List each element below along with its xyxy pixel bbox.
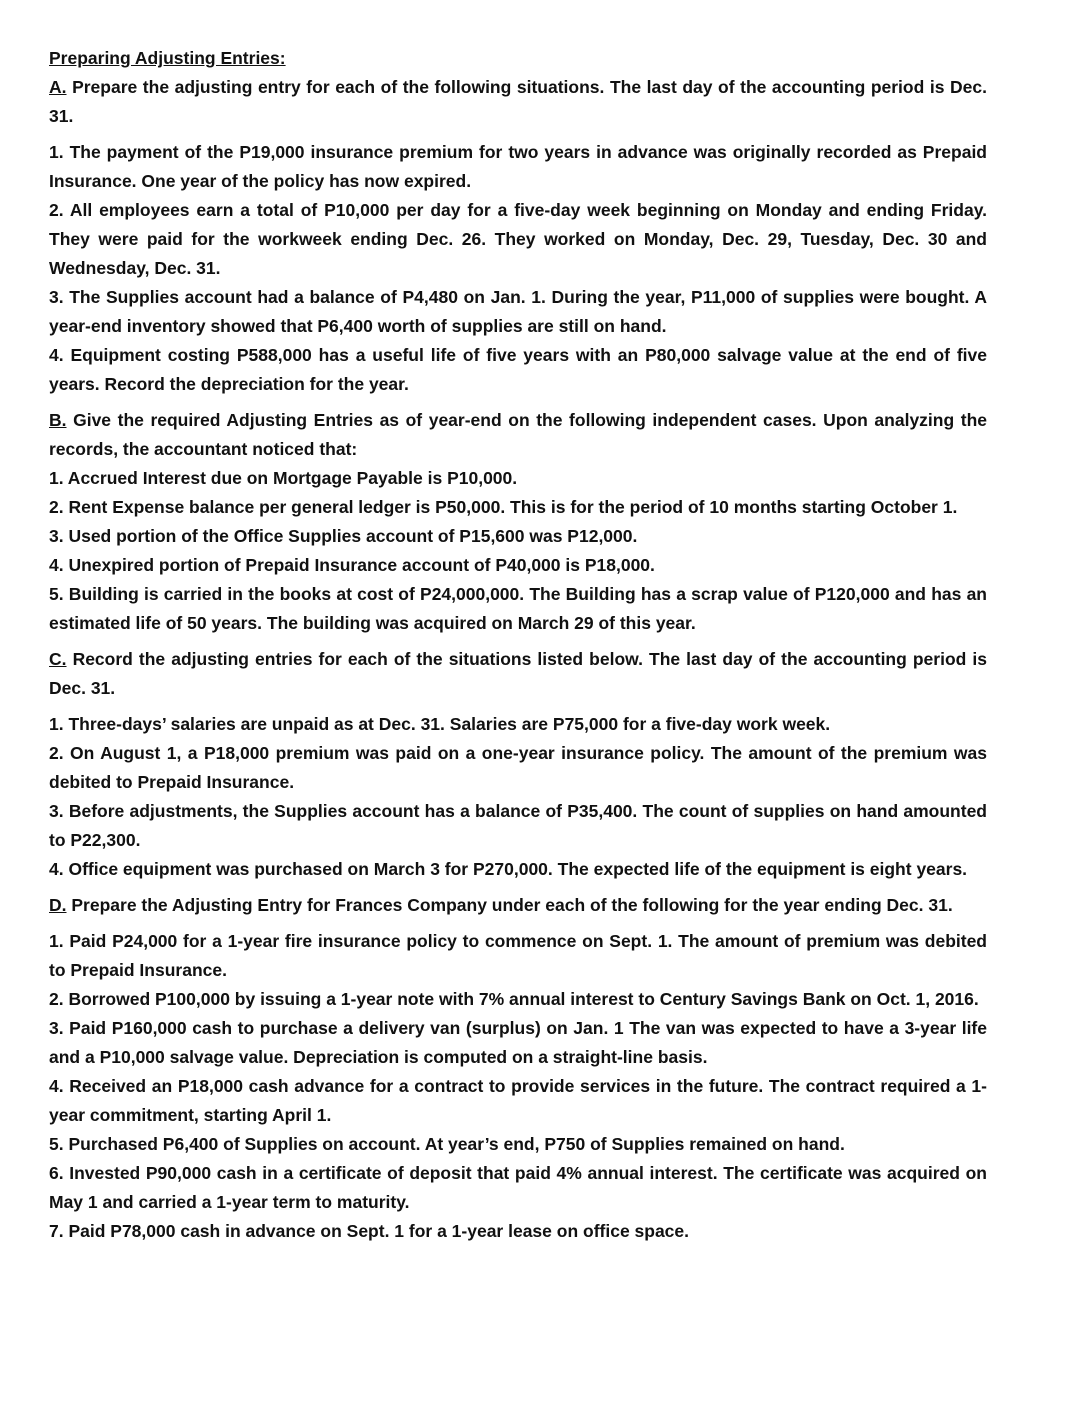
list-item: 2. On August 1, a P18,000 premium was paid on a one-year insurance policy. The amount of the premium was debited to Prepaid Insurance. [49,743,987,792]
section-c-intro [49,645,987,703]
section-a-items [49,138,987,399]
section-c [49,645,987,884]
section-b-intro [49,406,987,464]
section-b-items [49,464,987,638]
list-item: 3. Paid P160,000 cash to purchase a delivery van (surplus) on Jan. 1 The van was expected to have a 3-year life and a P10,000 salvage value. Depreciation is computed on a straight-line basis. [49,1018,987,1067]
list-item: 2. Rent Expense balance per general ledger is P50,000. This is for the period of 10 months starting October 1. [49,497,958,517]
section-b-letter: B. [49,410,67,430]
list-item: 2. Borrowed P100,000 by issuing a 1-year note with 7% annual interest to Century Savings Bank on Oct. 1, 2016. [49,989,979,1009]
section-d [49,891,987,1246]
section-c-items [49,710,987,884]
section-a-intro [49,73,987,131]
list-item: 4. Office equipment was purchased on March 3 for P270,000. The expected life of the equipment is eight years. [49,859,968,879]
list-item: 1. Paid P24,000 for a 1-year fire insurance policy to commence on Sept. 1. The amount of premium was debited to Prepaid Insurance. [49,931,987,980]
list-item: 7. Paid P78,000 cash in advance on Sept. 1 for a 1-year lease on office space. [49,1221,690,1241]
list-item: 5. Purchased P6,400 of Supplies on account. At year’s end, P750 of Supplies remained on hand. [49,1134,845,1154]
document-page [49,44,987,1246]
section-c-intro-text: Record the adjusting entries for each of the situations listed below. The last day of the accounting period is Dec. 31. [49,649,987,698]
section-a-intro-text: Prepare the adjusting entry for each of the following situations. The last day of the accounting period is Dec. 31. [49,77,987,126]
section-d-letter: D. [49,895,67,915]
section-c-letter: C. [49,649,67,669]
list-item: 3. Used portion of the Office Supplies account of P15,600 was P12,000. [49,526,638,546]
list-item: 1. The payment of the P19,000 insurance premium for two years in advance was originally recorded as Prepaid Insurance. One year of the policy has now expired. [49,142,987,191]
section-a [49,73,987,399]
section-d-intro-text: Prepare the Adjusting Entry for Frances Company under each of the following for the year ending Dec. 31. [71,895,953,915]
section-b-intro-text: Give the required Adjusting Entries as of year-end on the following independent cases. Upon analyzing the records, the accountant noticed that: [49,410,987,459]
section-a-letter: A. [49,77,67,97]
section-b [49,406,987,638]
list-item: 4. Unexpired portion of Prepaid Insurance account of P40,000 is P18,000. [49,555,655,575]
list-item: 3. Before adjustments, the Supplies account has a balance of P35,400. The count of supplies on hand amounted to P22,300. [49,801,987,850]
list-item: 4. Received an P18,000 cash advance for a contract to provide services in the future. The contract required a 1- year commitment, starting April 1. [49,1076,987,1125]
list-item: 3. The Supplies account had a balance of P4,480 on Jan. 1. During the year, P11,000 of supplies were bought. A year-end inventory showed that P6,400 worth of supplies are still on hand. [49,287,987,336]
section-d-items [49,927,987,1246]
list-item: 1. Three-days’ salaries are unpaid as at Dec. 31. Salaries are P75,000 for a five-day work week. [49,714,831,734]
document-title: Preparing Adjusting Entries: [49,48,286,68]
list-item: 4. Equipment costing P588,000 has a useful life of five years with an P80,000 salvage value at the end of five years. Record the depreciation for the year. [49,345,987,394]
section-d-intro [49,891,987,920]
list-item: 2. All employees earn a total of P10,000 per day for a five-day week beginning on Monday and ending Friday. They were paid for the workweek ending Dec. 26. They worked on Monday, Dec. 29, Tuesday, Dec. 30 and Wednesday, Dec. 31. [49,200,987,278]
list-item: 1. Accrued Interest due on Mortgage Payable is P10,000. [49,468,518,488]
list-item: 5. Building is carried in the books at cost of P24,000,000. The Building has a scrap value of P120,000 and has an estimated life of 50 years. The building was acquired on March 29 of this year. [49,584,987,633]
list-item: 6. Invested P90,000 cash in a certificate of deposit that paid 4% annual interest. The certificate was acquired on May 1 and carried a 1-year term to maturity. [49,1163,987,1212]
